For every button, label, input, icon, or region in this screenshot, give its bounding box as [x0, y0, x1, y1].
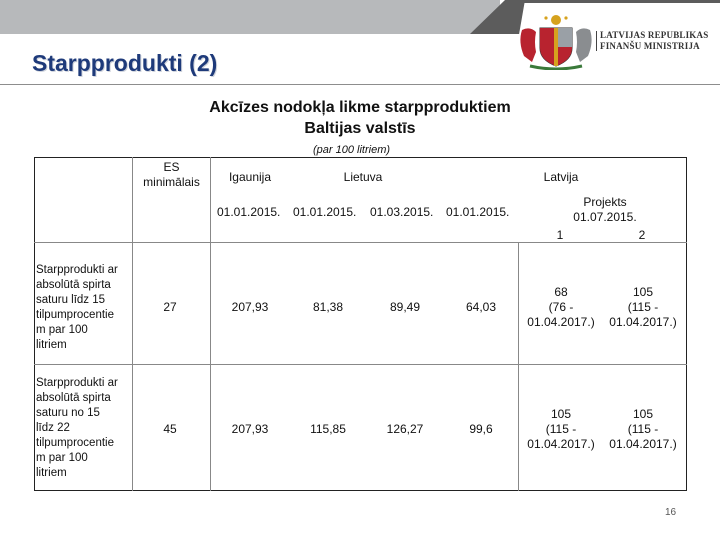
row-1-label-line: saturu līdz 15 [36, 294, 106, 306]
row-1-project-2-line: 01.04.2017.) [609, 315, 677, 329]
col-estonia: Igaunija [228, 170, 272, 184]
row-1-project-1-line: 01.04.2017.) [527, 315, 595, 329]
estonia-date: 01.01.2015. [217, 205, 281, 219]
row-2-project-1-line: 105 [550, 407, 572, 421]
row-2-lithuania-1: 115,85 [310, 422, 346, 436]
project-header-line2: 01.07.2015. [573, 210, 637, 224]
slide-title: Starpprodukti (2) [32, 50, 218, 76]
row-2-project-2-line: (115 - [627, 422, 659, 436]
table-left-border [34, 157, 35, 491]
col-divider-latvia [518, 242, 519, 491]
unit-note: (par 100 litriem) [313, 144, 391, 156]
header-row-divider [34, 242, 687, 243]
coat-of-arms-icon [516, 12, 596, 70]
row-2-label-line: Starpprodukti ar [36, 377, 118, 389]
row-1-es: 27 [163, 300, 177, 314]
row-2-label-line: m par 100 [36, 452, 88, 464]
row-1-project-1-line: 68 [554, 285, 568, 299]
title-divider [0, 84, 720, 85]
col-es-line2: minimālais [143, 175, 200, 189]
project-header [555, 195, 655, 225]
row-2-project-2-line: 105 [632, 407, 654, 421]
row-2-label-line: absolūtā spirta [36, 392, 111, 404]
project-option-2: 2 [638, 228, 646, 242]
row-2-project-2-line: 01.04.2017.) [609, 437, 677, 451]
col-latvia: Latvija [543, 170, 579, 184]
row-1-project-2-line: (115 - [627, 300, 659, 314]
header-band-grey [0, 0, 500, 34]
table-right-border [686, 157, 687, 491]
row-2-label-line: līdz 22 [36, 422, 70, 434]
row-1-label-line: absolūtā spirta [36, 279, 111, 291]
row-1-label-line: m par 100 [36, 324, 88, 336]
row-2-es: 45 [163, 422, 177, 436]
ministry-separator [596, 31, 597, 51]
ministry-line1: LATVIJAS REPUBLIKAS [600, 30, 709, 40]
row-1-label [36, 263, 130, 353]
col-es [133, 160, 210, 190]
row-2-label-line: litriem [36, 467, 67, 479]
col-es-line1: ES [163, 160, 180, 174]
ministry-line2: FINANŠU MINISTRIJA [600, 41, 700, 51]
col-divider-label [132, 157, 133, 491]
ministry-name [600, 30, 708, 52]
row-2-project-2 [602, 407, 684, 452]
row-1-estonia: 207,93 [231, 300, 269, 314]
row-2-latvia: 99,6 [469, 422, 493, 436]
row-1-project-2-line: 105 [632, 285, 654, 299]
row-1-lithuania-1: 81,38 [312, 300, 344, 314]
page-number: 16 [665, 507, 677, 518]
project-header-line1: Projekts [583, 195, 627, 209]
row-2-project-1-line: (115 - [545, 422, 577, 436]
row-1-label-line: tilpumprocentie [36, 309, 114, 321]
col-divider-es [210, 157, 211, 491]
body-row-divider [34, 364, 687, 365]
col-lithuania: Lietuva [343, 170, 383, 184]
table-title-line1: Akcīzes nodokļa likme starpproduktiem [209, 99, 511, 116]
row-1-project-1-line: (76 - [548, 300, 574, 314]
table-title [0, 97, 720, 139]
row-2-label-line: saturu no 15 [36, 407, 100, 419]
row-1-label-line: Starpprodukti ar [36, 264, 118, 276]
project-option-1: 1 [556, 228, 564, 242]
table-title-line2: Baltijas valstīs [304, 120, 416, 137]
row-1-lithuania-2: 89,49 [389, 300, 421, 314]
lithuania-date-1: 01.01.2015. [293, 205, 357, 219]
row-2-lithuania-2: 126,27 [386, 422, 424, 436]
latvia-date: 01.01.2015. [446, 205, 510, 219]
row-2-label [36, 376, 130, 481]
row-1-label-line: litriem [36, 339, 67, 351]
row-1-project-2 [602, 285, 684, 330]
row-2-label-line: tilpumprocentie [36, 437, 114, 449]
row-2-project-1 [520, 407, 602, 452]
lithuania-date-2: 01.03.2015. [370, 205, 434, 219]
row-1-project-1 [520, 285, 602, 330]
row-2-estonia: 207,93 [231, 422, 269, 436]
row-2-project-1-line: 01.04.2017.) [527, 437, 595, 451]
row-1-latvia: 64,03 [465, 300, 497, 314]
